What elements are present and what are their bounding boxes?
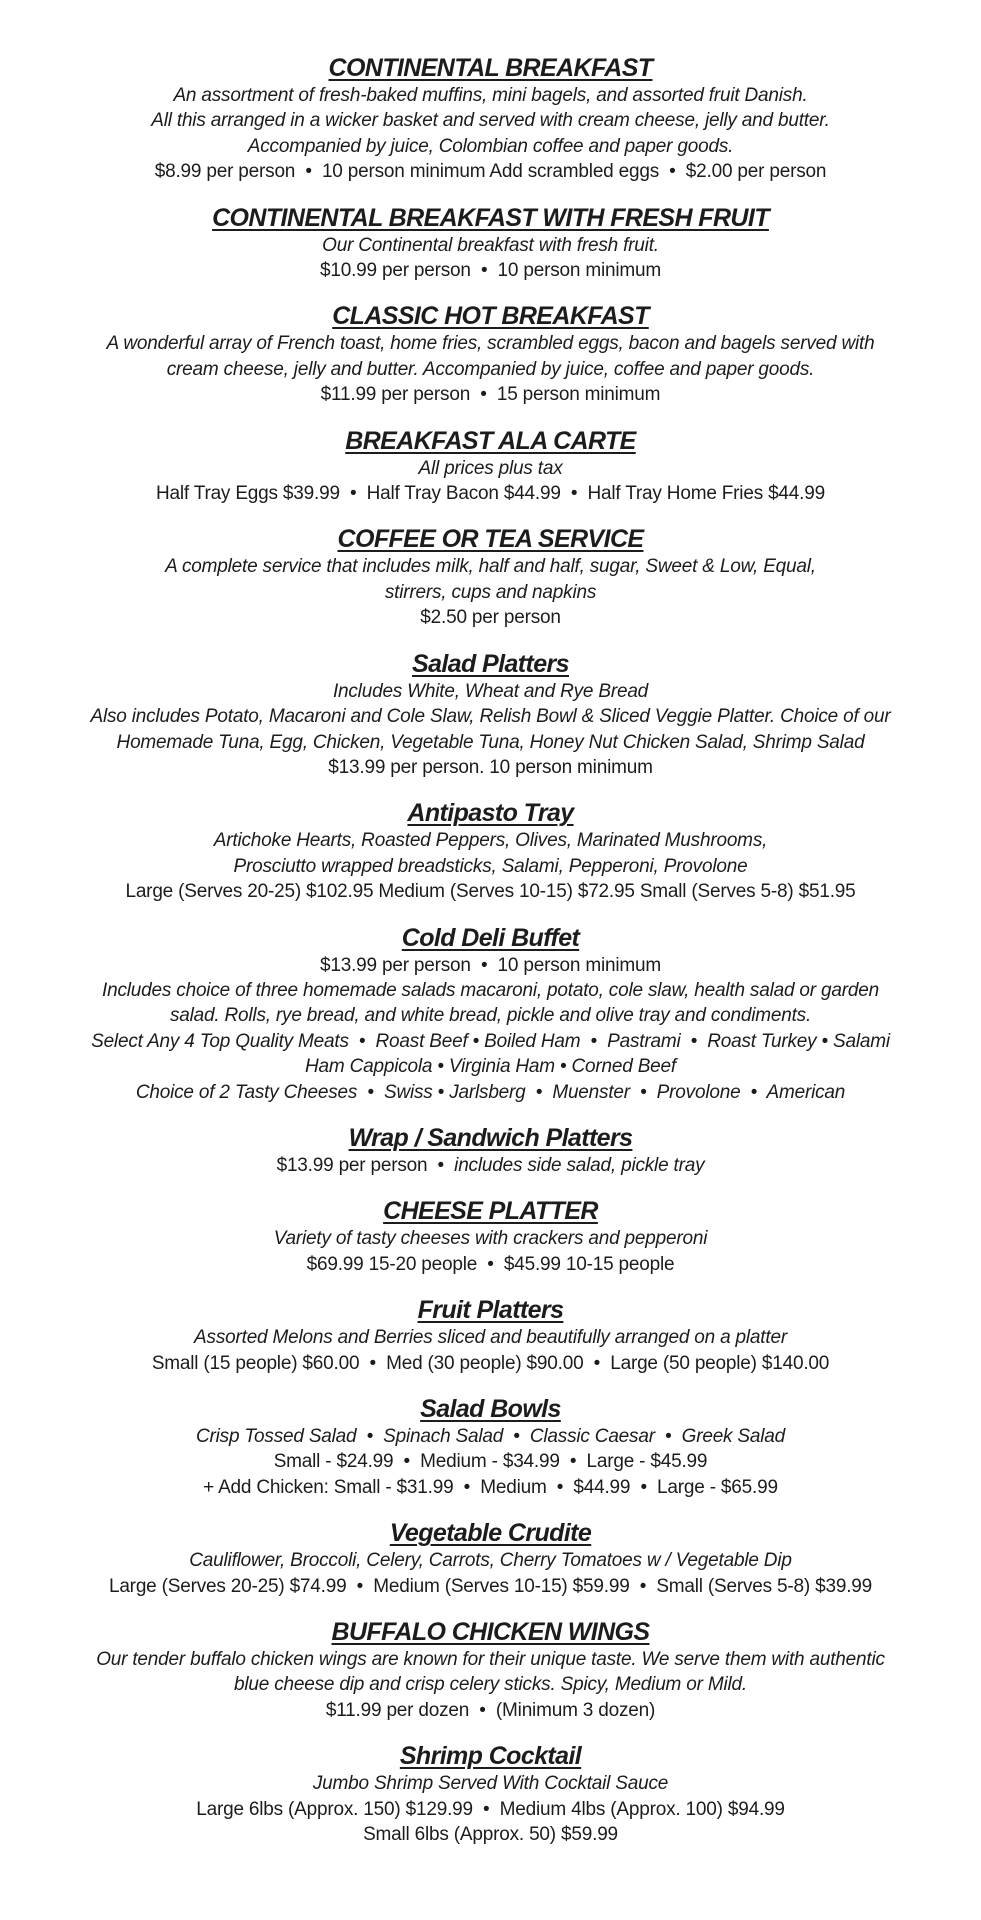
line-text: $69.99 15-20 people • $45.99 10-15 people [306, 1253, 675, 1275]
section-description-line [40, 83, 941, 108]
menu-section [40, 798, 941, 904]
menu-section [40, 524, 941, 630]
section-description-line [40, 554, 941, 579]
line-text: $11.99 per dozen • (Minimum 3 dozen) [325, 1699, 656, 1721]
section-title: CLASSIC HOT BREAKFAST [332, 302, 649, 331]
line-text: cream cheese, jelly and butter. Accompanied by juice, coffee and paper goods. [166, 358, 815, 380]
section-title: COFFEE OR TEA SERVICE [337, 525, 644, 554]
section-description-line [40, 1548, 941, 1573]
section-description-line [40, 1424, 941, 1449]
menu-section [40, 426, 941, 507]
section-description-line [40, 704, 941, 729]
line-text: Crisp Tossed Salad • Spinach Salad • Classic Caesar • Greek Salad [195, 1426, 786, 1447]
line-text: salad. Rolls, rye bread, and white bread, pickle and olive tray and condiments. [169, 1005, 812, 1027]
section-description-line [40, 233, 941, 258]
section-description-line [40, 331, 941, 356]
section-description-line [40, 730, 941, 755]
line-text: A complete service that includes milk, half and half, sugar, Sweet & Low, Equal, [165, 556, 816, 578]
section-title: Cold Deli Buffet [401, 923, 580, 952]
line-text: Select Any 4 Top Quality Meats • Roast Beef • Boiled Ham • Pastrami • Roast Turkey • Salami [91, 1030, 890, 1052]
section-description-line [40, 108, 941, 133]
line-text: Homemade Tuna, Egg, Chicken, Vegetable Tuna, Honey Nut Chicken Salad, Shrimp Salad [116, 731, 865, 753]
menu-section [40, 1741, 941, 1847]
section-price-line [40, 1574, 941, 1599]
line-text: $13.99 per person. 10 person minimum [328, 756, 653, 778]
section-description-line [40, 854, 941, 879]
section-description-line [40, 679, 941, 704]
section-price-line [40, 953, 941, 978]
line-text: Choice of 2 Tasty Cheeses • Swiss • Jarlsberg • Muenster • Provolone • American [135, 1081, 846, 1103]
section-title: Salad Platters [412, 649, 569, 678]
section-title: CONTINENTAL BREAKFAST [328, 54, 653, 82]
menu-section [40, 53, 941, 185]
section-price-line [40, 1698, 941, 1723]
line-text: blue cheese dip and crisp celery sticks. Spicy, Medium or Mild. [234, 1674, 747, 1696]
section-price-line [40, 605, 941, 630]
line-text: $11.99 per person • 15 person minimum [320, 384, 661, 406]
line-text: stirrers, cups and napkins [384, 581, 597, 603]
section-title: BUFFALO CHICKEN WINGS [331, 1618, 650, 1647]
section-description-line [40, 828, 941, 853]
section-description-line [40, 1029, 941, 1054]
line-text: An assortment of fresh-baked muffins, mini bagels, and assorted fruit Danish. [173, 85, 808, 106]
line-text: Cauliflower, Broccoli, Celery, Carrots, Cherry Tomatoes w / Vegetable Dip [189, 1550, 792, 1572]
section-price-line [40, 382, 941, 407]
line-text: $8.99 per person • 10 person minimum Add scrambled eggs • $2.00 per person [154, 161, 827, 183]
line-text: Small 6lbs (Approx. 50) $59.99 [363, 1824, 618, 1846]
section-price-line [40, 755, 941, 780]
menu-section [40, 1295, 941, 1376]
section-price-line [40, 1252, 941, 1277]
menu-section [40, 301, 941, 407]
line-text: $13.99 per person • 10 person minimum [319, 954, 662, 976]
section-title: Vegetable Crudite [389, 1519, 592, 1548]
menu-section [40, 1518, 941, 1599]
section-description-line [40, 1003, 941, 1028]
section-title: Antipasto Tray [407, 799, 574, 828]
section-description-line [40, 1672, 941, 1697]
section-title: BREAKFAST ALA CARTE [345, 426, 636, 455]
section-description-line [40, 1080, 941, 1105]
menu-section [40, 923, 941, 1105]
section-description-line [40, 1054, 941, 1079]
line-text: Half Tray Eggs $39.99 • Half Tray Bacon $44.99 • Half Tray Home Fries $44.99 [156, 483, 825, 505]
menu-section [40, 1394, 941, 1500]
section-price-line [40, 1822, 941, 1847]
menu-section [40, 1123, 941, 1178]
line-text: Jumbo Shrimp Served With Cocktail Sauce [312, 1773, 669, 1795]
line-text: All this arranged in a wicker basket and served with cream cheese, jelly and butter. [151, 110, 830, 132]
section-price-line [40, 1449, 941, 1474]
line-text: Accompanied by juice, Colombian coffee and paper goods. [247, 135, 734, 157]
line-text: Large (Serves 20-25) $102.95 Medium (Serves 10-15) $72.95 Small (Serves 5-8) $51.95 [125, 881, 856, 903]
section-description-line [40, 580, 941, 605]
line-text: $2.50 per person [420, 607, 561, 629]
section-description-line [40, 1325, 941, 1350]
line-text: All prices plus tax [418, 457, 563, 479]
line-text: Assorted Melons and Berries sliced and beautifully arranged on a platter [194, 1327, 787, 1349]
line-text: Prosciutto wrapped breadsticks, Salami, Pepperoni, Provolone [233, 855, 748, 877]
section-title: Wrap / Sandwich Platters [348, 1123, 633, 1152]
line-text: Includes choice of three homemade salads macaroni, potato, cole slaw, health salad or garden [102, 979, 879, 1001]
line-text: $10.99 per person • 10 person minimum [319, 260, 662, 282]
line-text: Variety of tasty cheeses with crackers and pepperoni [273, 1228, 708, 1250]
line-text: Also includes Potato, Macaroni and Cole Slaw, Relish Bowl & Sliced Veggie Platter. Choice of our [90, 706, 891, 728]
section-description-line [40, 357, 941, 382]
section-title: Shrimp Cocktail [399, 1742, 582, 1771]
line-text: Large 6lbs (Approx. 150) $129.99 • Medium 4lbs (Approx. 100) $94.99 [196, 1798, 785, 1820]
section-description-line [40, 1647, 941, 1672]
section-price-line [40, 1153, 941, 1178]
line-text: Includes White, Wheat and Rye Bread [332, 680, 649, 702]
section-description-line [40, 456, 941, 481]
section-title: Fruit Platters [417, 1296, 564, 1325]
section-description-line [40, 134, 941, 159]
menu-section [40, 649, 941, 781]
section-description-line [40, 1226, 941, 1251]
section-price-line [40, 1797, 941, 1822]
line-text: + Add Chicken: Small - $31.99 • Medium • $44.99 • Large - $65.99 [203, 1476, 778, 1498]
line-text: Our tender buffalo chicken wings are known for their unique taste. We serve them with authentic [96, 1649, 885, 1671]
section-title: Salad Bowls [420, 1395, 561, 1423]
section-title: CHEESE PLATTER [383, 1197, 598, 1226]
section-price-line [40, 258, 941, 283]
section-price-line [40, 481, 941, 506]
line-text: Small (15 people) $60.00 • Med (30 people) $90.00 • Large (50 people) $140.00 [151, 1352, 830, 1374]
section-price-line [40, 1351, 941, 1376]
line-text: Artichoke Hearts, Roasted Peppers, Olives, Marinated Mushrooms, [213, 830, 768, 852]
section-description-line [40, 978, 941, 1003]
line-text: Ham Cappicola • Virginia Ham • Corned Beef [304, 1056, 676, 1078]
menu-section [40, 1617, 941, 1723]
section-price-line [40, 1475, 941, 1500]
section-title: CONTINENTAL BREAKFAST WITH FRESH FRUIT [212, 203, 769, 232]
line-text: Small - $24.99 • Medium - $34.99 • Large - $45.99 [273, 1451, 708, 1473]
menu-section [40, 203, 941, 284]
line-text: A wonderful array of French toast, home fries, scrambled eggs, bacon and bagels served with [106, 333, 875, 355]
menu-section [40, 1196, 941, 1277]
line-note: includes side salad, pickle tray [454, 1154, 705, 1176]
line-text: Large (Serves 20-25) $74.99 • Medium (Serves 10-15) $59.99 • Small (Serves 5-8) $39.99 [108, 1575, 873, 1597]
section-price-line [40, 879, 941, 904]
section-price-line [40, 159, 941, 184]
section-description-line [40, 1771, 941, 1796]
line-text: Our Continental breakfast with fresh fruit. [322, 234, 659, 256]
line-text: $13.99 per person • [276, 1154, 455, 1176]
